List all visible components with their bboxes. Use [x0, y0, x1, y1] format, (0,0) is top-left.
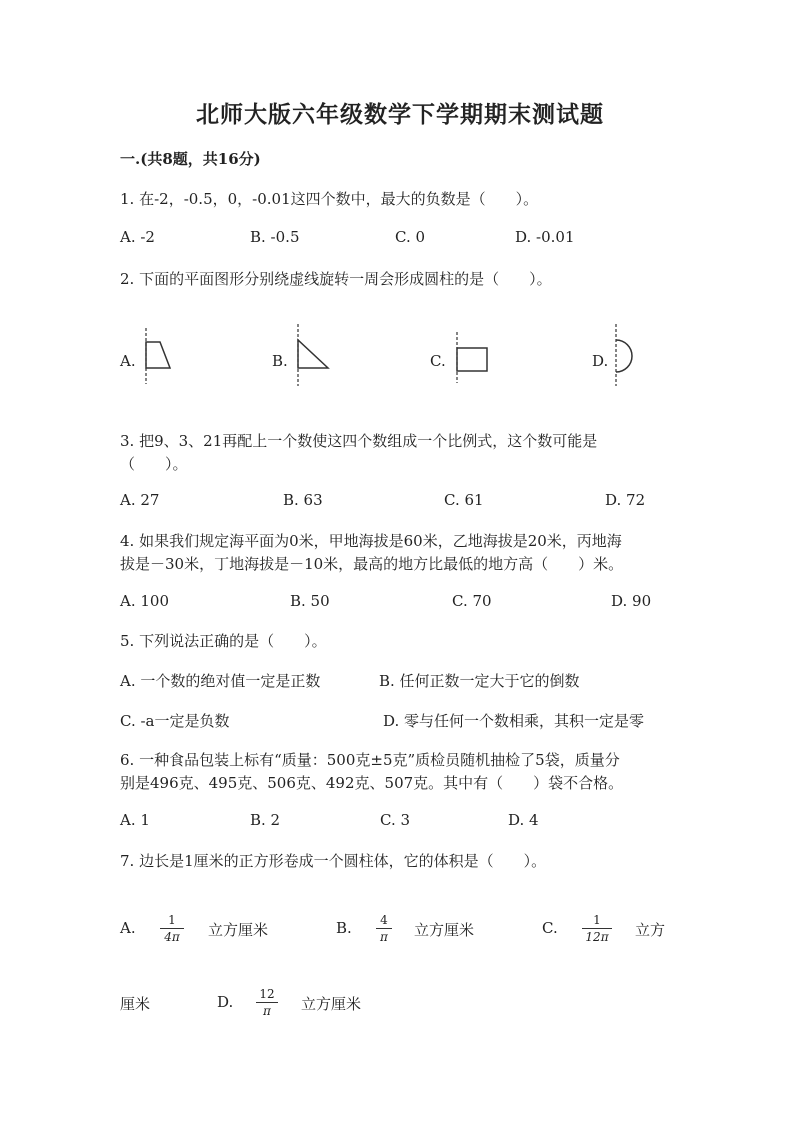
q6-option-c: C. 3: [380, 811, 411, 829]
q4-option-d: D. 90: [611, 592, 652, 610]
q3-option-a: A. 27: [120, 491, 160, 509]
q7-option-c-fraction: [582, 913, 612, 944]
question-4-line-1: 4. 如果我们规定海平面为0米，甲地海拔是60米，乙地海拔是20米，丙地海: [120, 532, 622, 550]
fraction-denominator: π: [380, 930, 388, 944]
triangle-figure: [290, 322, 335, 388]
q3-option-b: B. 63: [283, 491, 323, 509]
q7-option-a-label: A.: [120, 919, 136, 937]
question-3-line-1: 3. 把9、3、21再配上一个数使这四个数组成一个比例式，这个数可能是: [120, 432, 598, 450]
q5-option-b: B. 任何正数一定大于它的倒数: [379, 672, 580, 690]
q7-option-a-fraction: [160, 913, 184, 944]
question-4-line-2: 拔是－30米，丁地海拔是－10米，最高的地方比最低的地方高（ ）米。: [120, 555, 624, 573]
question-6-line-2: 别是496克、495克、506克、492克、507克。其中有（ ）袋不合格。: [120, 774, 624, 792]
q5-option-c: C. -a一定是负数: [120, 712, 230, 730]
q7-option-b-fraction: [376, 913, 392, 944]
section-heading: 一.(共8题，共16分): [120, 150, 261, 168]
fraction-bar: [582, 928, 612, 929]
fraction-bar: [376, 928, 392, 929]
fraction-bar: [256, 1002, 278, 1003]
q4-option-c: C. 70: [452, 592, 492, 610]
question-7: 7. 边长是1厘米的正方形卷成一个圆柱体，它的体积是（ ）。: [120, 852, 547, 870]
q7-option-c-label: C.: [542, 919, 558, 937]
q3-option-d: D. 72: [605, 491, 646, 509]
page-title: 北师大版六年级数学下学期期末测试题: [196, 101, 604, 128]
q7-option-d-label: D.: [217, 993, 234, 1011]
q6-option-d: D. 4: [508, 811, 539, 829]
q2-option-b: B.: [272, 352, 288, 370]
q7-option-b-label: B.: [336, 919, 352, 937]
q7-option-b-unit: 立方厘米: [414, 921, 475, 939]
q5-option-d: D. 零与任何一个数相乘，其积一定是零: [383, 712, 645, 730]
question-5: 5. 下列说法正确的是（ ）。: [120, 632, 327, 650]
fraction-denominator: 12π: [585, 930, 609, 944]
q7-option-a-unit: 立方厘米: [208, 921, 269, 939]
q7-option-d-unit: 立方厘米: [301, 995, 362, 1013]
rectangle-figure: [450, 330, 495, 385]
question-6-line-1: 6. 一种食品包装上标有“质量：500克±5克”质检员随机抽检了5袋，质量分: [120, 751, 620, 769]
semicircle-figure: [608, 322, 643, 388]
q6-option-b: B. 2: [250, 811, 281, 829]
q1-option-d: D. -0.01: [515, 228, 575, 246]
q6-option-a: A. 1: [120, 811, 150, 829]
question-3-line-2: （ ）。: [120, 455, 188, 473]
q2-option-c: C.: [430, 352, 446, 370]
q7-option-d-fraction: [256, 987, 278, 1018]
fraction-numerator: 1: [168, 913, 176, 927]
fraction-denominator: 4π: [164, 930, 180, 944]
question-2: 2. 下面的平面图形分别绕虚线旋转一周会形成圆柱的是（ ）。: [120, 270, 552, 288]
fraction-bar: [160, 928, 184, 929]
question-1: 1. 在-2，-0.5，0，-0.01这四个数中，最大的负数是（ ）。: [120, 190, 539, 208]
q1-option-a: A. -2: [120, 228, 155, 246]
fraction-numerator: 1: [593, 913, 601, 927]
q1-option-b: B. -0.5: [250, 228, 300, 246]
q3-option-c: C. 61: [444, 491, 484, 509]
q4-option-a: A. 100: [120, 592, 169, 610]
trapezoid-figure: [138, 326, 178, 386]
q5-option-a: A. 一个数的绝对值一定是正数: [120, 672, 321, 690]
q2-option-d: D.: [592, 352, 609, 370]
q4-option-b: B. 50: [290, 592, 330, 610]
q7-option-c-unit-part-1: 立方: [635, 921, 666, 939]
fraction-denominator: π: [263, 1004, 271, 1018]
q1-option-c: C. 0: [395, 228, 426, 246]
q7-option-c-unit-part-2: 厘米: [120, 995, 151, 1013]
fraction-numerator: 4: [380, 913, 388, 927]
q2-option-a: A.: [120, 352, 136, 370]
fraction-numerator: 12: [259, 987, 275, 1001]
